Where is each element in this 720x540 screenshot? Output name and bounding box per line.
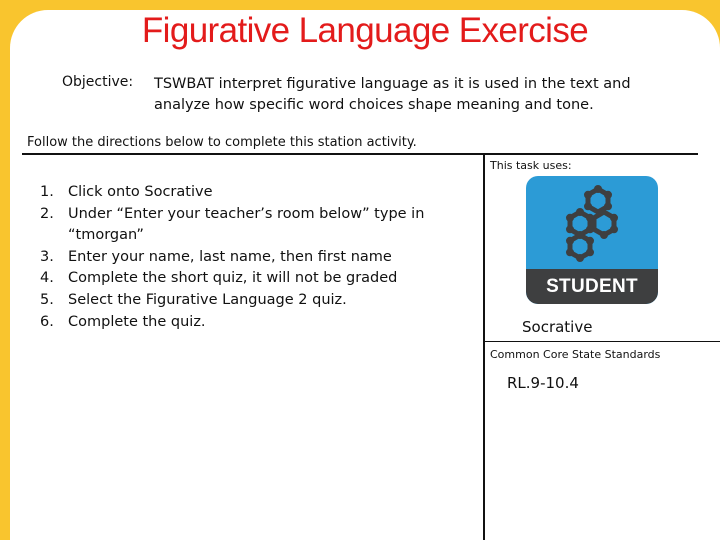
list-item: 1. Click onto Socrative bbox=[40, 184, 213, 200]
column-divider bbox=[483, 154, 485, 540]
page-title: Figurative Language Exercise bbox=[141, 11, 589, 50]
directions-text: Follow the directions below to complete this station activity. bbox=[27, 135, 417, 150]
list-item: 3. Enter your name, last name, then first name bbox=[40, 248, 392, 265]
objective-label: Objective: bbox=[62, 74, 134, 90]
list-item: 6. Complete the quiz. bbox=[40, 313, 206, 330]
standards-value: RL.9-10.4 bbox=[507, 374, 579, 392]
socrative-student-logo[interactable] bbox=[526, 176, 658, 304]
task-uses-label: This task uses: bbox=[490, 159, 572, 172]
objective-text: TSWBAT interpret figurative language as it is used in the text and analyze how specific word choices shape meaning and tone. bbox=[154, 76, 631, 113]
steps-list bbox=[40, 182, 470, 333]
list-item: 5. Select the Figurative Language 2 quiz. bbox=[40, 291, 347, 308]
logo-caption: Socrative bbox=[522, 318, 593, 336]
list-item: 4. Complete the short quiz, it will not be graded bbox=[40, 270, 398, 287]
socrative-hexagon-icon bbox=[526, 176, 658, 269]
standards-label: Common Core State Standards bbox=[490, 348, 661, 361]
row-divider bbox=[484, 341, 720, 342]
table-top-border bbox=[22, 153, 698, 155]
list-item: 2. Under “Enter your teacher’s room below” type in “tmorgan” bbox=[40, 205, 425, 244]
logo-band bbox=[526, 269, 658, 304]
logo-text: STUDENT bbox=[546, 276, 638, 297]
